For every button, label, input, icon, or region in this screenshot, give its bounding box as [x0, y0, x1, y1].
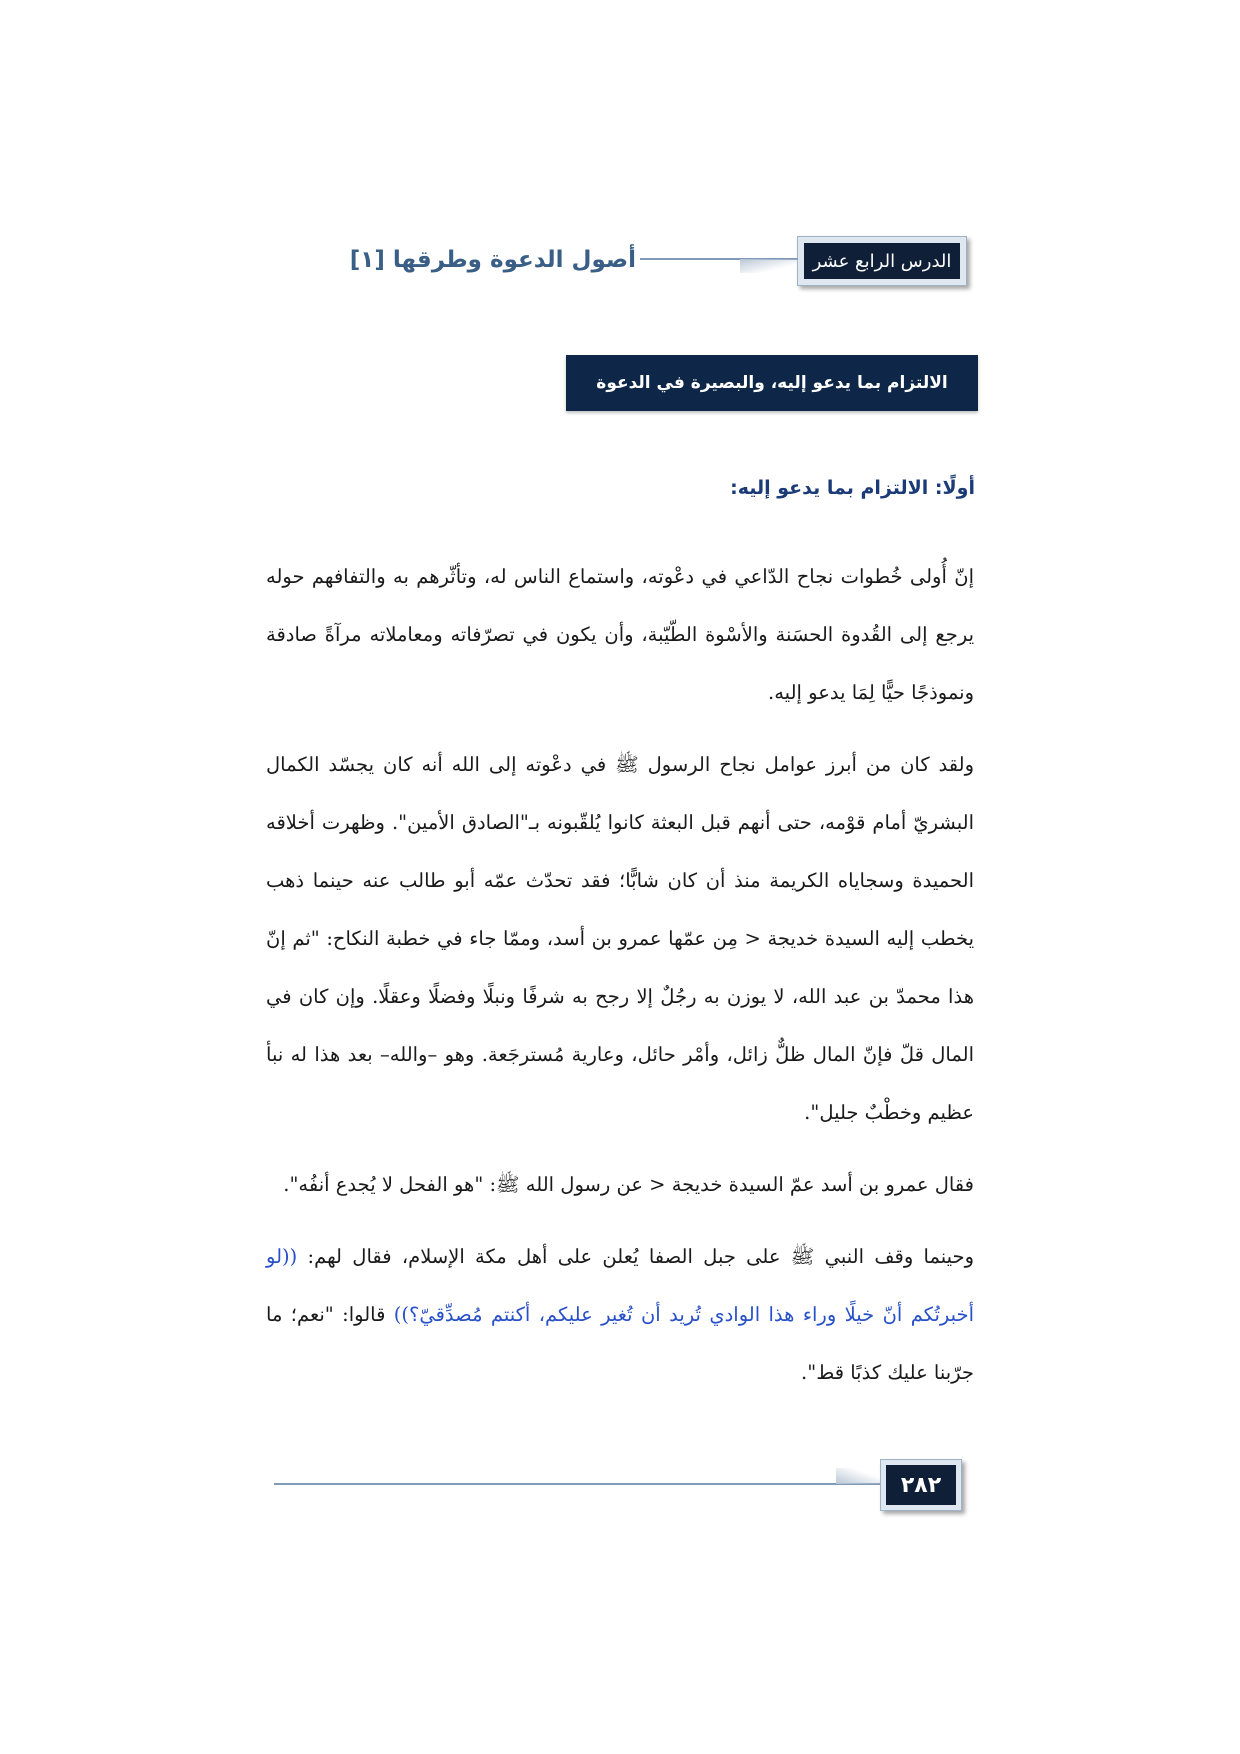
section-subheading: أولًا: الالتزام بما يدعو إليه: [730, 477, 975, 499]
section-banner: الالتزام بما يدعو إليه، والبصيرة في الدعوة [566, 355, 978, 411]
header-divider-shadow [740, 259, 798, 273]
page-number: ٢٨٢ [886, 1465, 956, 1505]
footer-divider-shadow [836, 1468, 882, 1484]
lesson-label-box [797, 236, 967, 286]
footer-divider [274, 1483, 880, 1485]
paragraph-text: وحينما وقف النبي ﷺ على جبل الصفا يُعلن على أهل مكة الإسلام، فقال لهم: [297, 1245, 974, 1268]
paragraph: ولقد كان من أبرز عوامل نجاح الرسول ﷺ في دعْوته إلى الله أنه كان يجسّد الكمال البشريّ أمام قوْمه، حتى أنهم قبل البعثة كانوا يُلقّبونه بـ"الصادق الأمين". وظهرت أخلاقه الحميدة وسجاياه الكريمة منذ أن كان شابًّا؛ فقد تحدّث عمّه أبو طالب عنه حينما ذهب يخطب إليه السيدة خديجة < مِن عمّها عمرو بن أسد، وممّا جاء في خطبة النكاح: "ثم إنّ هذا محمدّ بن عبد الله، لا يوزن به رجُلٌ إلا رجح به شرفًا ونبلًا وفضلًا وعقلًا. وإن كان في المال قلّ فإنّ المال ظلٌّ زائل، وأمْر حائل، وعارية مُسترجَعة. وهو –والله– بعد هذا له نبأ عظيم وخطْبٌ جليل". [266, 753, 974, 1124]
paragraph-text: قالوا: "نعم؛ ما جرّبنا عليك كذبًا قط". [266, 1303, 974, 1384]
paragraph: فقال عمرو بن أسد عمّ السيدة خديجة < عن رسول الله ﷺ: "هو الفحل لا يُجدع أنفُه". [283, 1173, 974, 1196]
chapter-title: أصول الدعوة وطرقها [١] [349, 247, 636, 273]
page-number-box [880, 1459, 962, 1511]
paragraph [266, 1228, 974, 1402]
hadith-quote: ((لو أخبرتُكم أنّ خيلًا وراء هذا الوادي تُريد أن تُغير عليكم، أكنتم مُصدِّقيّ؟)) [266, 1245, 974, 1326]
paragraph: إنّ أُولى خُطوات نجاح الدّاعي في دعْوته، واستماع الناس له، وتأثّرهم به والتفافهم حوله يرجع إلى القُدوة الحسَنة والأسْوة الطّيّبة، وأن يكون في تصرّفاته ومعاملاته مرآةً صادقة ونموذجًا حيًّا لِمَا يدعو إليه. [266, 565, 974, 704]
body-text [266, 548, 974, 1416]
lesson-label: الدرس الرابع عشر [804, 243, 960, 279]
